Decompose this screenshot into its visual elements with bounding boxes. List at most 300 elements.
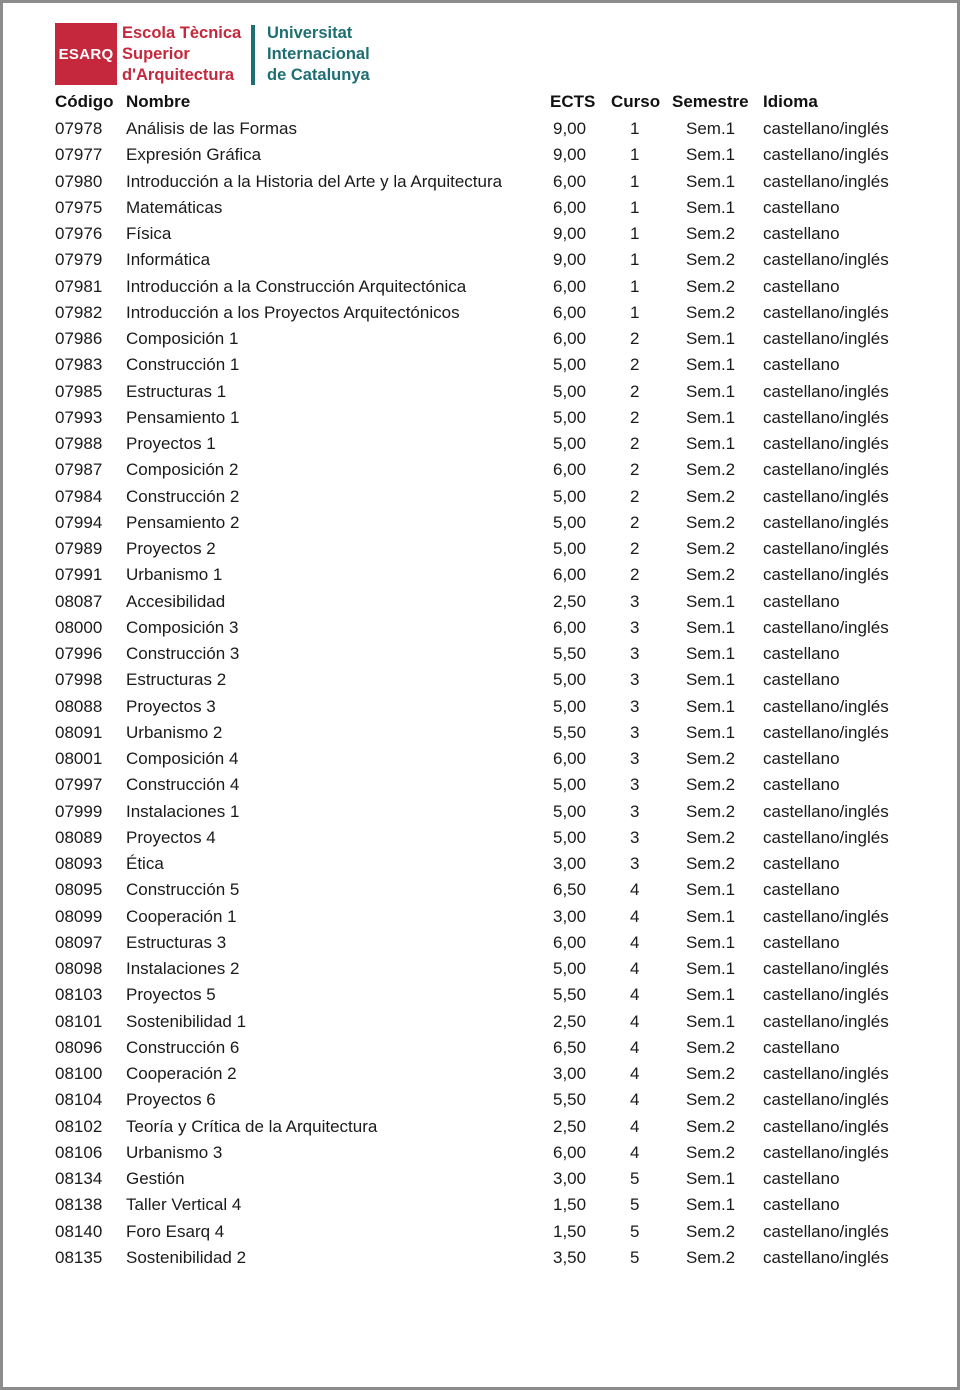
course-code: 08138 <box>55 1195 103 1215</box>
course-ects: 5,00 <box>553 827 587 847</box>
course-code: 08106 <box>55 1142 103 1162</box>
course-semester: Sem.1 <box>686 1195 736 1215</box>
university-name-line-1: Universitat <box>267 24 353 42</box>
course-code: 08096 <box>55 1037 103 1057</box>
course-language: castellano/inglés <box>763 1011 889 1031</box>
table-row <box>3 667 957 693</box>
course-ects: 3,00 <box>553 1169 587 1188</box>
course-ects: 6,00 <box>553 1142 587 1162</box>
course-year: 1 <box>630 145 640 165</box>
course-name: Construcción 5 <box>126 880 240 900</box>
course-name: Sostenibilidad 2 <box>126 1247 247 1267</box>
course-language: castellano/inglés <box>763 539 889 558</box>
course-semester: Sem.1 <box>686 171 736 191</box>
table-row <box>3 405 957 431</box>
course-year: 3 <box>630 827 640 847</box>
course-ects: 9,00 <box>553 119 587 138</box>
course-semester: Sem.2 <box>686 1221 736 1241</box>
course-year: 1 <box>630 276 640 296</box>
course-name: Análisis de las Formas <box>126 119 298 138</box>
course-name: Urbanismo 3 <box>126 1142 223 1162</box>
course-name: Pensamiento 1 <box>126 407 240 427</box>
course-name: Matemáticas <box>126 197 223 217</box>
course-name: Sostenibilidad 1 <box>126 1011 247 1031</box>
course-code: 07980 <box>55 171 103 191</box>
table-row <box>3 221 957 247</box>
table-row <box>3 1140 957 1166</box>
course-language: castellano/inglés <box>763 381 889 401</box>
course-year: 1 <box>630 302 640 322</box>
course-language: castellano <box>763 1195 840 1215</box>
table-row <box>3 1166 957 1192</box>
course-language: castellano/inglés <box>763 329 889 348</box>
table-row <box>3 1087 957 1113</box>
course-ects: 5,50 <box>553 722 587 742</box>
course-ects: 3,00 <box>553 854 587 873</box>
course-semester: Sem.1 <box>686 1169 736 1188</box>
course-code: 08088 <box>55 696 103 716</box>
course-language: castellano/inglés <box>763 722 889 742</box>
course-year: 2 <box>630 486 640 506</box>
course-ects: 6,00 <box>553 749 587 768</box>
course-semester: Sem.2 <box>686 854 736 873</box>
course-language: castellano/inglés <box>763 1142 889 1162</box>
course-ects: 6,50 <box>553 880 587 900</box>
course-semester: Sem.2 <box>686 460 736 480</box>
course-semester: Sem.2 <box>686 276 736 296</box>
course-language: castellano <box>763 1037 840 1057</box>
column-header-semestre: Semestre <box>672 92 749 111</box>
course-year: 4 <box>630 985 640 1005</box>
course-code: 08000 <box>55 617 103 637</box>
course-code: 08087 <box>55 591 103 611</box>
course-code: 08098 <box>55 959 103 978</box>
university-name-line-3: de Catalunya <box>267 66 370 84</box>
course-code: 07998 <box>55 670 103 690</box>
course-year: 2 <box>630 565 640 585</box>
course-year: 4 <box>630 1090 640 1110</box>
course-semester: Sem.2 <box>686 486 736 506</box>
course-semester: Sem.1 <box>686 197 736 217</box>
course-code: 08100 <box>55 1064 103 1083</box>
course-language: castellano/inglés <box>763 1116 889 1136</box>
course-ects: 9,00 <box>553 250 587 270</box>
course-year: 3 <box>630 775 640 795</box>
course-language: castellano/inglés <box>763 1090 889 1110</box>
course-language: castellano <box>763 591 840 611</box>
course-code: 07989 <box>55 539 103 558</box>
course-code: 08134 <box>55 1169 103 1188</box>
course-name: Proyectos 5 <box>126 985 216 1005</box>
course-name: Estructuras 1 <box>126 381 227 401</box>
table-row <box>3 956 957 982</box>
course-code: 07983 <box>55 355 103 375</box>
course-language: castellano/inglés <box>763 959 889 978</box>
course-language: castellano/inglés <box>763 1221 889 1241</box>
course-semester: Sem.2 <box>686 801 736 821</box>
course-year: 2 <box>630 355 640 375</box>
course-ects: 1,50 <box>553 1221 587 1241</box>
table-body <box>3 116 957 1271</box>
course-year: 3 <box>630 801 640 821</box>
column-header-curso: Curso <box>611 92 661 111</box>
course-semester: Sem.2 <box>686 565 736 585</box>
table-row <box>3 274 957 300</box>
table-row <box>3 379 957 405</box>
course-ects: 5,00 <box>553 801 587 821</box>
course-language: castellano <box>763 276 840 296</box>
course-language: castellano/inglés <box>763 801 889 821</box>
table-row <box>3 589 957 615</box>
course-language: castellano <box>763 1169 840 1188</box>
course-year: 2 <box>630 434 640 453</box>
course-ects: 6,00 <box>553 932 587 952</box>
course-ects: 9,00 <box>553 145 587 165</box>
course-language: castellano/inglés <box>763 827 889 847</box>
course-ects: 5,50 <box>553 985 587 1005</box>
course-code: 08099 <box>55 906 103 926</box>
school-name-line-1: Escola Tècnica <box>122 24 242 42</box>
course-name: Construcción 4 <box>126 775 240 795</box>
course-ects: 5,00 <box>553 775 587 795</box>
course-code: 07982 <box>55 302 103 322</box>
logo-divider <box>251 25 255 85</box>
course-name: Construcción 1 <box>126 355 240 375</box>
course-semester: Sem.1 <box>686 329 736 348</box>
course-year: 2 <box>630 407 640 427</box>
course-language: castellano <box>763 854 840 873</box>
course-name: Construcción 6 <box>126 1037 240 1057</box>
column-header-nombre: Nombre <box>126 92 191 111</box>
university-name <box>267 23 370 86</box>
table-row <box>3 746 957 772</box>
course-code: 07993 <box>55 407 103 427</box>
course-semester: Sem.2 <box>686 1116 736 1136</box>
course-language: castellano/inglés <box>763 617 889 637</box>
course-language: castellano/inglés <box>763 460 889 480</box>
table-row <box>3 352 957 378</box>
course-language: castellano/inglés <box>763 119 889 138</box>
course-ects: 5,00 <box>553 539 587 558</box>
course-year: 5 <box>630 1221 640 1241</box>
course-language: castellano/inglés <box>763 1064 889 1083</box>
course-semester: Sem.2 <box>686 827 736 847</box>
course-language: castellano/inglés <box>763 1247 889 1267</box>
course-ects: 5,50 <box>553 1090 587 1110</box>
table-row <box>3 457 957 483</box>
course-ects: 5,00 <box>553 381 587 401</box>
course-language: castellano/inglés <box>763 302 889 322</box>
university-name-line-2: Internacional <box>267 45 370 63</box>
course-language: castellano <box>763 932 840 952</box>
course-code: 08093 <box>55 854 103 873</box>
course-language: castellano/inglés <box>763 145 889 165</box>
course-semester: Sem.1 <box>686 722 736 742</box>
course-ects: 2,50 <box>553 1116 587 1136</box>
course-code: 07988 <box>55 434 103 453</box>
course-name: Urbanismo 2 <box>126 722 223 742</box>
course-year: 3 <box>630 722 640 742</box>
course-name: Estructuras 2 <box>126 670 227 690</box>
course-semester: Sem.2 <box>686 539 736 558</box>
course-ects: 6,00 <box>553 617 587 637</box>
course-year: 1 <box>630 224 640 243</box>
course-name: Cooperación 2 <box>126 1064 237 1083</box>
course-code: 08095 <box>55 880 103 900</box>
course-ects: 6,00 <box>553 302 587 322</box>
course-semester: Sem.1 <box>686 617 736 637</box>
course-year: 3 <box>630 696 640 716</box>
course-semester: Sem.2 <box>686 1247 736 1267</box>
table-row <box>3 169 957 195</box>
course-code: 08102 <box>55 1116 103 1136</box>
course-semester: Sem.1 <box>686 959 736 978</box>
course-code: 07997 <box>55 775 103 795</box>
table-row <box>3 615 957 641</box>
course-name: Urbanismo 1 <box>126 565 223 585</box>
table-row <box>3 825 957 851</box>
course-semester: Sem.2 <box>686 224 736 243</box>
course-language: castellano <box>763 224 840 243</box>
course-semester: Sem.1 <box>686 906 736 926</box>
course-ects: 6,00 <box>553 460 587 480</box>
course-code: 07978 <box>55 119 103 138</box>
course-language: castellano <box>763 197 840 217</box>
course-table <box>3 90 957 1271</box>
table-row <box>3 772 957 798</box>
table-row <box>3 1245 957 1271</box>
course-ects: 5,00 <box>553 512 587 532</box>
course-name: Ética <box>126 854 164 873</box>
course-semester: Sem.1 <box>686 1011 736 1031</box>
course-ects: 5,00 <box>553 959 587 978</box>
course-name: Proyectos 3 <box>126 696 216 716</box>
esarq-logo-text: ESARQ <box>58 45 114 63</box>
course-name: Proyectos 1 <box>126 434 216 453</box>
course-code: 07979 <box>55 250 103 270</box>
school-name-line-3: d'Arquitectura <box>122 66 235 84</box>
course-language: castellano <box>763 355 840 375</box>
course-semester: Sem.1 <box>686 932 736 952</box>
course-year: 3 <box>630 854 640 873</box>
course-year: 5 <box>630 1169 640 1188</box>
course-code: 07977 <box>55 145 103 165</box>
table-row <box>3 300 957 326</box>
course-language: castellano <box>763 670 840 690</box>
column-header-idioma: Idioma <box>763 92 818 111</box>
course-ects: 5,00 <box>553 355 587 375</box>
course-language: castellano/inglés <box>763 434 889 453</box>
table-row <box>3 484 957 510</box>
course-semester: Sem.2 <box>686 749 736 768</box>
course-semester: Sem.2 <box>686 512 736 532</box>
course-code: 08001 <box>55 749 103 768</box>
table-row <box>3 799 957 825</box>
course-code: 07999 <box>55 801 103 821</box>
table-row <box>3 694 957 720</box>
course-code: 07986 <box>55 329 103 348</box>
course-ects: 6,00 <box>553 197 587 217</box>
course-year: 1 <box>630 119 640 138</box>
course-ects: 6,00 <box>553 329 587 348</box>
course-code: 08104 <box>55 1090 103 1110</box>
course-year: 4 <box>630 1116 640 1136</box>
course-code: 07991 <box>55 565 103 585</box>
course-name: Cooperación 1 <box>126 906 237 926</box>
course-year: 2 <box>630 329 640 348</box>
course-name: Introducción a la Construcción Arquitectónica <box>126 276 467 296</box>
course-name: Pensamiento 2 <box>126 512 240 532</box>
course-semester: Sem.1 <box>686 119 736 138</box>
course-name: Taller Vertical 4 <box>126 1195 242 1215</box>
table-row <box>3 1061 957 1087</box>
course-ects: 2,50 <box>553 1011 587 1031</box>
course-code: 07981 <box>55 276 103 296</box>
course-name: Proyectos 6 <box>126 1090 216 1110</box>
course-ects: 6,00 <box>553 171 587 191</box>
course-semester: Sem.1 <box>686 696 736 716</box>
course-name: Proyectos 4 <box>126 827 216 847</box>
course-code: 08097 <box>55 932 103 952</box>
course-code: 07987 <box>55 460 103 480</box>
table-row <box>3 431 957 457</box>
course-name: Introducción a los Proyectos Arquitectónicos <box>126 302 460 322</box>
course-year: 1 <box>630 197 640 217</box>
course-semester: Sem.1 <box>686 434 736 453</box>
table-row <box>3 1114 957 1140</box>
course-name: Composición 2 <box>126 460 239 480</box>
table-row <box>3 1009 957 1035</box>
course-language: castellano/inglés <box>763 486 889 506</box>
course-ects: 5,00 <box>553 696 587 716</box>
course-year: 4 <box>630 1142 640 1162</box>
course-name: Teoría y Crítica de la Arquitectura <box>126 1116 378 1136</box>
course-name: Construcción 3 <box>126 644 240 663</box>
course-language: castellano <box>763 880 840 900</box>
course-code: 08140 <box>55 1221 103 1241</box>
table-row <box>3 930 957 956</box>
course-name: Estructuras 3 <box>126 932 227 952</box>
course-name: Composición 3 <box>126 617 239 637</box>
course-name: Composición 4 <box>126 749 239 768</box>
course-semester: Sem.2 <box>686 1142 736 1162</box>
course-ects: 5,50 <box>553 644 587 663</box>
course-ects: 1,50 <box>553 1195 587 1215</box>
course-code: 08101 <box>55 1011 103 1031</box>
table-row <box>3 562 957 588</box>
course-semester: Sem.1 <box>686 355 736 375</box>
course-semester: Sem.2 <box>686 1064 736 1083</box>
course-year: 1 <box>630 250 640 270</box>
course-code: 07996 <box>55 644 103 663</box>
course-semester: Sem.2 <box>686 302 736 322</box>
course-code: 07985 <box>55 381 103 401</box>
course-year: 5 <box>630 1247 640 1267</box>
course-semester: Sem.2 <box>686 1090 736 1110</box>
course-name: Accesibilidad <box>126 591 226 611</box>
course-ects: 6,00 <box>553 565 587 585</box>
course-ects: 5,00 <box>553 434 587 453</box>
course-name: Foro Esarq 4 <box>126 1221 225 1241</box>
course-code: 07975 <box>55 197 103 217</box>
course-language: castellano/inglés <box>763 985 889 1005</box>
course-year: 3 <box>630 644 640 663</box>
table-row <box>3 247 957 273</box>
course-year: 3 <box>630 749 640 768</box>
course-code: 07994 <box>55 512 103 532</box>
course-semester: Sem.1 <box>686 644 736 663</box>
course-ects: 6,50 <box>553 1037 587 1057</box>
course-name: Composición 1 <box>126 329 239 348</box>
table-row <box>3 195 957 221</box>
table-header-row <box>3 90 957 116</box>
course-code: 08103 <box>55 985 103 1005</box>
school-name <box>122 23 241 86</box>
course-year: 2 <box>630 381 640 401</box>
school-name-line-2: Superior <box>122 45 190 63</box>
course-year: 3 <box>630 617 640 637</box>
course-name: Física <box>126 224 172 243</box>
course-year: 1 <box>630 171 640 191</box>
course-name: Instalaciones 2 <box>126 959 240 978</box>
course-name: Gestión <box>126 1169 185 1188</box>
course-year: 4 <box>630 932 640 952</box>
course-language: castellano/inglés <box>763 250 889 270</box>
esarq-logo <box>55 23 117 85</box>
table-row <box>3 720 957 746</box>
course-language: castellano <box>763 644 840 663</box>
table-row <box>3 1035 957 1061</box>
course-language: castellano/inglés <box>763 512 889 532</box>
course-language: castellano <box>763 775 840 795</box>
course-language: castellano/inglés <box>763 171 889 191</box>
course-ects: 5,00 <box>553 407 587 427</box>
course-language: castellano/inglés <box>763 565 889 585</box>
course-language: castellano/inglés <box>763 906 889 926</box>
table-row <box>3 536 957 562</box>
course-semester: Sem.1 <box>686 591 736 611</box>
course-ects: 5,00 <box>553 670 587 690</box>
course-ects: 5,00 <box>553 486 587 506</box>
course-ects: 3,50 <box>553 1247 587 1267</box>
course-semester: Sem.1 <box>686 985 736 1005</box>
course-name: Proyectos 2 <box>126 539 216 558</box>
table-row <box>3 510 957 536</box>
course-year: 3 <box>630 591 640 611</box>
course-code: 08135 <box>55 1247 103 1267</box>
table-row <box>3 1192 957 1218</box>
table-row <box>3 116 957 142</box>
course-year: 4 <box>630 1064 640 1083</box>
course-code: 07976 <box>55 224 103 243</box>
course-year: 2 <box>630 460 640 480</box>
course-semester: Sem.1 <box>686 880 736 900</box>
course-semester: Sem.1 <box>686 670 736 690</box>
course-semester: Sem.2 <box>686 250 736 270</box>
course-name: Introducción a la Historia del Arte y la Arquitectura <box>126 171 503 191</box>
table-row <box>3 641 957 667</box>
course-name: Instalaciones 1 <box>126 801 240 821</box>
course-semester: Sem.2 <box>686 1037 736 1057</box>
course-semester: Sem.1 <box>686 407 736 427</box>
course-language: castellano/inglés <box>763 407 889 427</box>
course-ects: 6,00 <box>553 276 587 296</box>
course-code: 07984 <box>55 486 103 506</box>
course-language: castellano <box>763 749 840 768</box>
course-ects: 3,00 <box>553 1064 587 1083</box>
course-code: 08091 <box>55 722 103 742</box>
course-ects: 9,00 <box>553 224 587 243</box>
